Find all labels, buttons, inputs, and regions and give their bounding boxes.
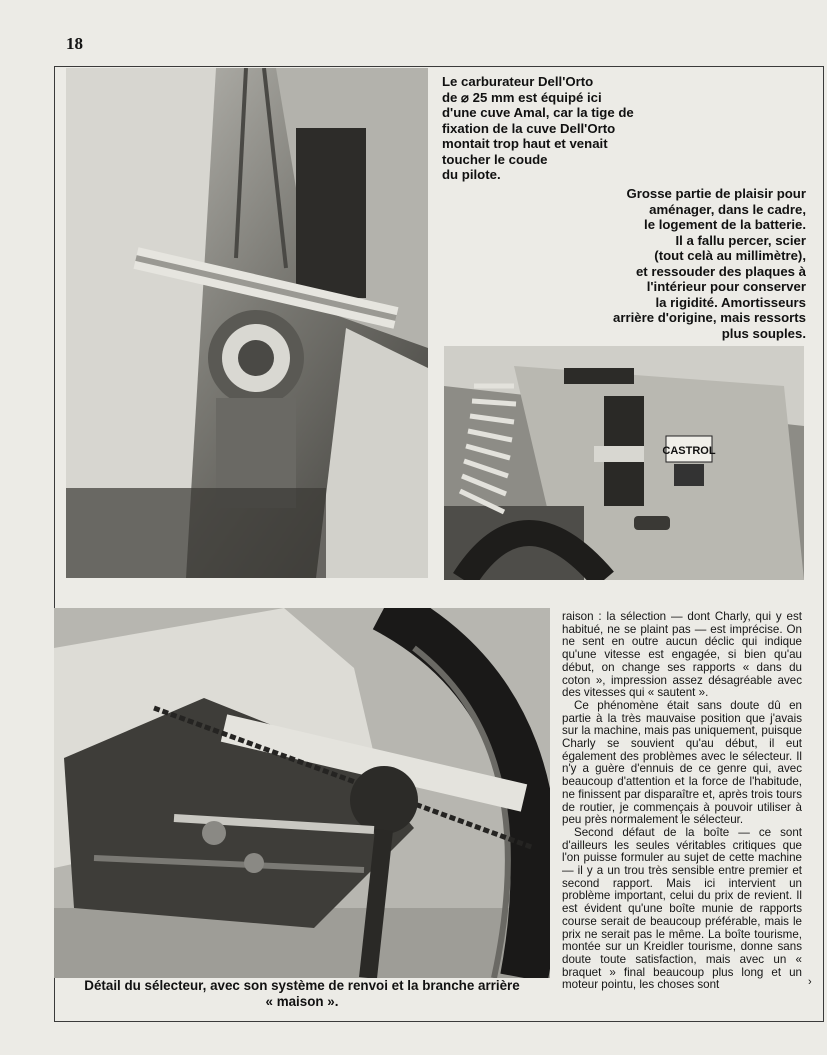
continuation-mark: › — [808, 976, 812, 988]
caption-line: fixation de la cuve Dell'Orto — [442, 120, 616, 136]
caption-line: arrière d'origine, mais ressorts — [613, 310, 806, 325]
caption-line: l'intérieur pour conserver — [646, 279, 806, 294]
caption-line: Détail du sélecteur, avec son système de renvoi et la branche arrière — [84, 978, 520, 993]
caption-carburetor — [442, 74, 672, 183]
caption-line: Il a fallu percer, scier — [675, 232, 806, 248]
caption-line: toucher le coude — [442, 151, 548, 167]
caption-battery — [580, 186, 806, 341]
caption-line: Grosse partie de plaisir pour — [626, 186, 806, 201]
article-column — [562, 611, 802, 992]
article-paragraph: Ce phénomène était sans doute dû en partie à la très mauvaise position que j'avais sur la machine, mais pas uniquement, puisque Charly se souvient qu'au début, il eut également des problèmes avec le sélecteur. Il n'y a guère d'ennuis de ce genre qui, avec beaucoup d'attention et la force de l'habitude, ne finissent par disparaître et, après trois tours de routier, je commençais à pouvoir utiliser à peu près normalement le sélecteur. — [562, 698, 802, 827]
caption-line: et ressouder des plaques à — [635, 263, 806, 279]
caption-line: d'une cuve Amal, car la tige de — [442, 105, 634, 120]
caption-line: du pilote. — [442, 167, 501, 182]
caption-line: la rigidité. Amortisseurs — [655, 294, 806, 310]
photo-selector — [54, 608, 550, 978]
caption-line: aménager, dans le cadre, — [649, 201, 806, 217]
caption-line: montait trop haut et venait — [442, 136, 608, 151]
article-paragraph: raison : la sélection — dont Charly, qui y est habitué, ne se plaint pas — est imprécise. On ne sent en outre aucun déclic qui indique qu'une vitesse est engagée, si bien qu'au début, on change ses rapports « dans du coton », impression assez désagréable avec des vitesses qui « sautent ». — [562, 610, 802, 700]
photo-battery-housing — [444, 346, 804, 580]
caption-line: plus souples. — [721, 325, 806, 341]
article-paragraph: Second défaut de la boîte — ce sont d'ailleurs les seules véritables critiques que l'on puisse formuler au sujet de cette machine — il y a un trou très sensible entre premier et second rapport. Mais ici intervient un problème important, celui du prix de revient. Il est évident qu'une boîte munie de rapports course serait de beaucoup préférable, mais le prix ne serait pas le même. La boîte tourisme, montée sur un Kreidler tourisme, donne sans doute toute satisfaction, mais avec un « braquet » final beaucoup plus long et un moteur pointu, les choses sont — [562, 825, 802, 992]
caption-line: le logement de la batterie. — [644, 217, 806, 232]
caption-line: (tout celà au millimètre), — [654, 248, 806, 263]
photo-carburetor — [66, 68, 428, 578]
caption-line: Le carburateur Dell'Orto — [442, 74, 594, 89]
castrol-plate-text: CASTROL — [662, 445, 716, 457]
caption-selector — [54, 978, 550, 1010]
page-number: 18 — [66, 34, 83, 53]
caption-line: de ⌀ 25 mm est équipé ici — [442, 89, 602, 105]
caption-line: « maison ». — [265, 994, 339, 1009]
